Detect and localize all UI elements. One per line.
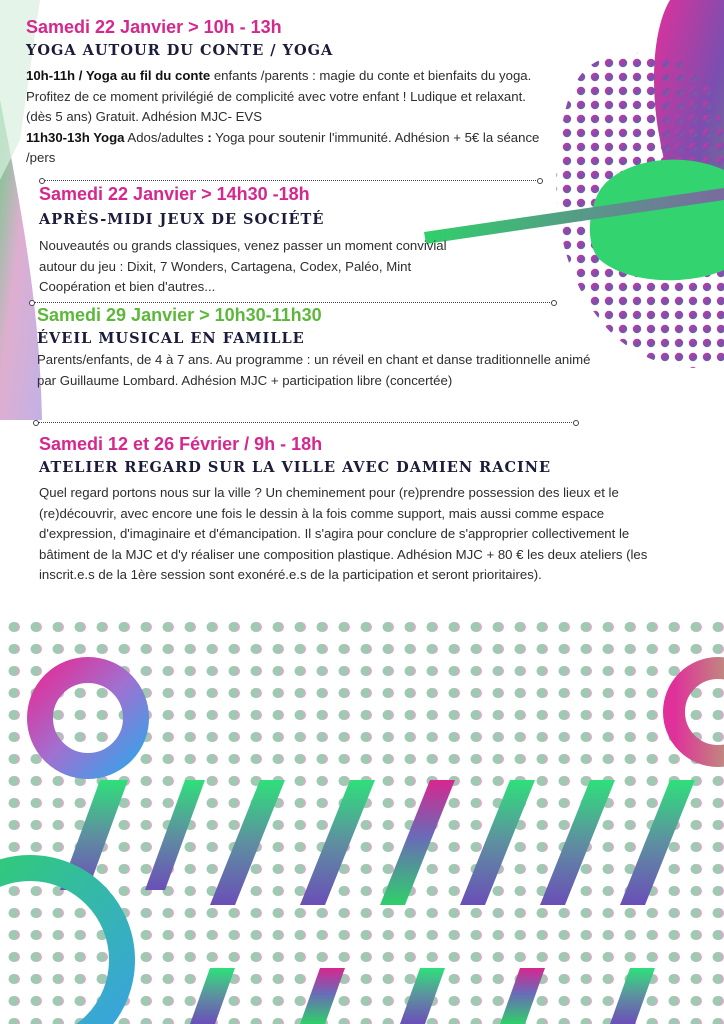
section-divider bbox=[38, 422, 574, 423]
event-title: YOGA AUTOUR DU CONTE / YOGA bbox=[26, 42, 334, 59]
event-title: ATELIER REGARD SUR LA VILLE AVEC DAMIEN RACINE bbox=[39, 459, 552, 476]
event-date: Samedi 22 Janvier > 14h30 -18h bbox=[39, 184, 310, 204]
event-description: Nouveautés ou grands classiques, venez passer un moment convivial autour du jeu : Dixit, 7 Wonders, Cartagena, Codex, Paléo, Mint Coopération et bien d'autres... bbox=[39, 238, 447, 294]
session-audience: Ados/adultes bbox=[124, 129, 204, 145]
session-description: enfants /parents : magie du conte et bienfaits du yoga. Profitez de ce moment privilégié de complicité avec votre enfant ! Ludique et relaxant. (dès 5 ans) Gratuit. Adhésion MJC- EVS bbox=[26, 68, 532, 124]
event-description bbox=[26, 66, 554, 169]
session-colon: : bbox=[203, 129, 212, 145]
session-time: 10h-11h / Yoga au fil du conte bbox=[26, 68, 211, 83]
event-date: Samedi 22 Janvier > 10h - 13h bbox=[26, 17, 282, 37]
section-divider bbox=[34, 302, 552, 303]
event-date: Samedi 29 Janvier > 10h30-11h30 bbox=[37, 305, 322, 325]
session-description: Yoga pour soutenir l'immunité. Adhésion + 5€ la séance /pers bbox=[26, 129, 540, 165]
event-title: APRÈS-MIDI JEUX DE SOCIÉTÉ bbox=[39, 211, 325, 228]
session-time: 11h30-13h Yoga bbox=[26, 129, 125, 145]
event-title: ÉVEIL MUSICAL EN FAMILLE bbox=[37, 330, 305, 347]
event-description: Quel regard portons nous sur la ville ? Un cheminement pour (re)prendre possession des lieux et le (re)découvrir, avec encore une fois le dessin à la fois comme support, mais aussi comme espace d'expression, d'imaginaire et d'émancipation. Il s'agira pour conclure de s'approprier collectivement le bâtiment de la MJC et d'y réaliser une composition plastique. Adhésion MJC + 80 € les deux ateliers (les inscrit.e.s de la 1ère session sont exonéré.e.s de la participation et seront prioritaires). bbox=[39, 485, 648, 582]
section-divider bbox=[44, 180, 538, 181]
event-date: Samedi 12 et 26 Février / 9h - 18h bbox=[39, 434, 323, 454]
event-description: Parents/enfants, de 4 à 7 ans. Au programme : un réveil en chant et danse traditionnelle animé par Guillaume Lombard. Adhésion MJC + participation libre (concertée) bbox=[37, 352, 591, 388]
